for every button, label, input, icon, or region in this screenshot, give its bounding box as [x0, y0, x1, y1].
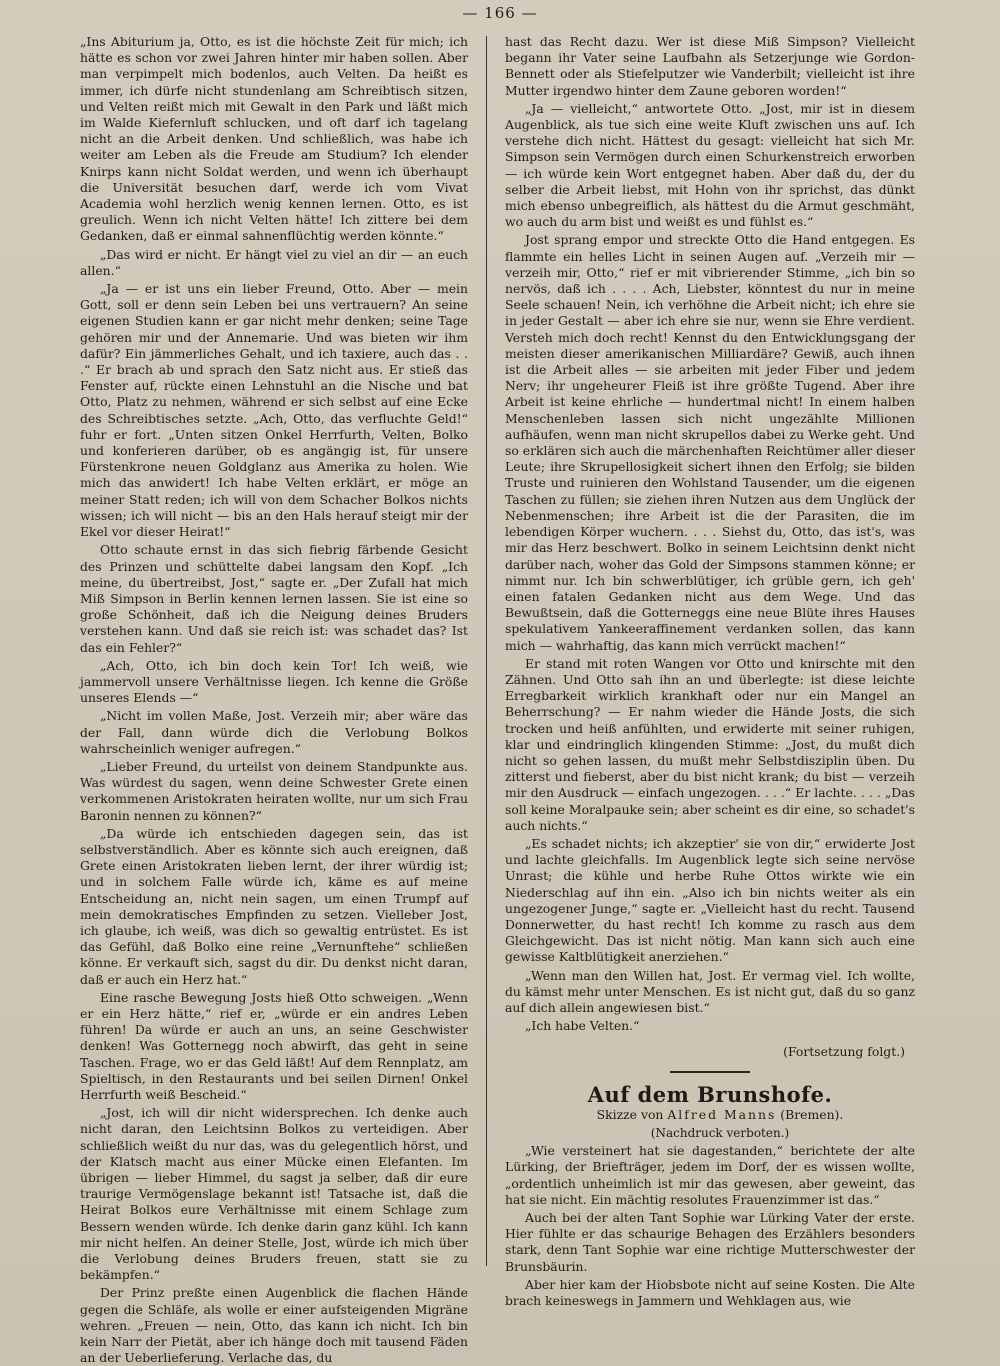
paragraph: Aber hier kam der Hiobsbote nicht auf seine Kosten. Die Alte brach keineswegs in Jammern und Wehklagen aus, wie — [505, 1276, 915, 1309]
continued-note: (Fortsetzung folgt.) — [783, 1044, 905, 1060]
page-number: — 166 — — [462, 4, 538, 22]
paragraph: „Ja — er ist uns ein lieber Freund, Otto. Aber — mein Gott, soll er denn sein Leben bei uns vertrauern? An seine eigenen Studien kann er gar nicht mehr denken; seine Tage gehören mir und der Annemarie. Und was bieten wir ihm dafür? Ein jämmerliches Gehalt, und ich taxiere, auch das . . .“ Er brach ab und sprach den Satz nicht aus. Er stieß das Fenster auf, rückte einen Lehnstuhl an die Nische und bat Otto, Platz zu nehmen, während er sich selbst auf eine Ecke des Schreibtisches setzte. „Ach, Otto, das verfluchte Geld!“ fuhr er fort. „Unten sitzen Onkel Herrfurth, Velten, Bolko und konferieren darüber, ob es angängig ist, für unsere Fürstenkrone neuen Goldglanz aus Amerika zu holen. Wie mich das anwidert! Ich habe Velten erklärt, er möge an meiner Statt reden; ich will von dem Schacher Bolkos nichts wissen; ich will nicht — bis an den Hals herauf steigt mir der Ekel vor dieser Heirat!“ — [80, 281, 468, 540]
byline-suffix: (Bremen). — [776, 1106, 844, 1122]
paragraph: „Ja — vielleicht,“ antwortete Otto. „Jost, mir ist in diesem Augenblick, als tue sich eine weite Kluft zwischen uns auf. Ich verstehe dich nicht. Hättest du gesagt: vielleicht hat sich Mr. Simpson sein Vermögen durch einen Schurkenstreich erworben — ich würde kein Wort entgegnet haben. Aber daß du, der du selber die Arbeit liebst, mit Hohn von ihr sprichst, das dünkt mich ebenso unbegreiflich, als hättest du die Armut geschmäht, wo auch du arm bist und weißt es und fühlst es.“ — [505, 100, 915, 230]
paragraph: Auch bei der alten Tant Sophie war Lürking Vater der erste. Hier fühlte er das schaurige Behagen des Erzählers besonders stark, denn Tant Sophie war eine richtige Mutterschwester der Brunsbäurin. — [505, 1210, 915, 1274]
paragraph: „Ich habe Velten.“ — [525, 1018, 640, 1034]
paragraph: „Es schadet nichts; ich akzeptier' sie von dir,“ erwiderte Jost und lachte gleichfalls. Im Augenblick legte sich seine nervöse Unrast; die kühle und herbe Ruhe Ottos wirkte wie ein Niederschlag auf ihn ein. „Also ich bin nichts weiter als ein ungezogener Junge,“ sagte er. „Vielleicht hast du recht. Tausend Donnerwetter, du hast recht! Ich komme zu rasch aus dem Gleichgewicht. Das ist nicht nötig. Man kann sich auch eine gewisse Kaltblütigkeit anerziehen.“ — [505, 835, 915, 965]
paragraph: „Jost, ich will dir nicht widersprechen. Ich denke auch nicht daran, den Leichtsinn Bolkos zu verteidigen. Aber schließlich weißt du nur das, was du gelegentlich hörst, und der Klatsch macht aus einer Mücke einen Elefanten. Im übrigen — lieber Himmel, du sagst ja selber, daß dir eure traurige Vermögenslage bekannt ist! Tatsache ist, daß die Heirat Bolkos eure Verhältnisse mit einem Schlage zum Bessern wenden würde. Ich denke darin ganz kühl. Ich kann mir nicht helfen. An deiner Stelle, Jost, würde ich mich über die Verlobung deines Bruders freuen, statt sie zu bekämpfen.“ — [80, 1105, 468, 1283]
paragraph: „Wie versteinert hat sie dagestanden,“ berichtete der alte Lürking, der Briefträger, jedem im Dorf, der es wissen wollte, „ordentlich unheimlich ist mir das gewesen, aber geweint, das hat sie nicht. Ein mächtig resolutes Frauenzimmer ist das.“ — [505, 1143, 915, 1207]
paragraph: „Wenn man den Willen hat, Jost. Er vermag viel. Ich wollte, du kämst mehr unter Menschen. Es ist nicht gut, daß du so ganz auf dich allein angewiesen bist.“ — [505, 967, 915, 1015]
paragraph: „Da würde ich entschieden dagegen sein, das ist selbstverständlich. Aber es könnte sich auch ereignen, daß Grete einen Aristokraten lieben lernt, der ihrer würdig ist; und in solchem Falle würde ich, käme es auf meine Entscheidung an, nicht nein sagen, um einen Trumpf auf mein demokratisches Empfinden zu setzen. Vielleber Jost, ich glaube, ich weiß, was dich so gewaltig entrüstet. Es ist das Gefühl, daß Bolko eine reine „Vernunftehe“ schließen könne. Er verkauft sich, sagst du dir. Du denkst nicht daran, daß er auch ein Herz hat.“ — [80, 825, 468, 987]
paragraph: „Ach, Otto, ich bin doch kein Tor! Ich weiß, wie jammervoll unsere Verhältnisse liegen. Ich kenne die Größe unseres Elends —“ — [80, 657, 468, 706]
paragraph: „Lieber Freund, du urteilst von deinem Standpunkte aus. Was würdest du sagen, wenn deine Schwester Grete einen verkommenen Aristokraten heiraten wollte, nur um sich Frau Baronin nennen zu können?“ — [80, 758, 468, 823]
paragraph: Eine rasche Bewegung Josts hieß Otto schweigen. „Wenn er ein Herz hätte,“ rief er, „würde er ein andres Leben führen! Da würde er auch an uns, an seine Geschwister denken! Was Gotternegg noch abwirft, das geht in seine Taschen. Frage, wo er das Geld läßt! Auf dem Rennplatz, am Spieltisch, in den Restaurants und bei seilen Dirnen! Onkel Herrfurth weiß Bescheid.“ — [80, 989, 468, 1102]
paragraph: „Ins Abiturium ja, Otto, es ist die höchste Zeit für mich; ich hätte es schon vor zwei Jahren hinter mir haben sollen. Aber man verpimpelt mich bodenlos, auch Velten. Da heißt es immer, ich dürfe nicht stundenlang am Schreibtisch sitzen, und Velten reißt mich mit Gewalt in den Park und läßt mich im Walde Kiefernluft schlucken, und oft darf ich tagelang nicht an die Arbeit denken. Und schließlich, was habe ich weiter am Leben als die Freude am Studium? Ich elender Knirps kann nicht Soldat werden, und wenn ich überhaupt die Universität besuchen darf, werde ich vom Vivat Academia wohl herzlich wenig kennen lernen. Otto, es ist greulich. Wenn ich nicht Velten hätte! Ich zittere bei dem Gedanken, daß er einmal sahnenflüchtig werden könnte.“ — [80, 34, 468, 244]
right-column — [505, 34, 915, 1309]
paragraph: hast das Recht dazu. Wer ist diese Miß Simpson? Vielleicht begann ihr Vater seine Laufbahn als Setzerjunge wie Gordon-Bennett oder als Stiefelputzer wie Vanderbilt; vielleicht ist ihre Mutter irgendwo hinter dem Zaune geboren worden!“ — [505, 34, 915, 98]
reprint-notice: (Nachdruck verboten.) — [650, 1126, 790, 1140]
story-byline — [505, 1107, 915, 1123]
byline-prefix: Skizze von — [596, 1106, 668, 1122]
section-rule — [670, 1071, 750, 1073]
story-title: Auf dem Brunshofe. — [587, 1081, 833, 1107]
paragraph: Jost sprang empor und streckte Otto die Hand entgegen. Es flammte ein helles Licht in seinen Augen auf. „Verzeih mir — verzeih mir, Otto,“ rief er mit vibrierender Stimme, „ich bin so nervös, daß ich . . . . Ach, Liebster, könntest du nur in meine Seele schauen! Nein, ich verhöhne die Arbeit nicht; ich ehre sie in jeder Gestalt — aber ich ehre sie nur, wenn sie Ehre verdient. Versteh mich doch recht! Kennst du den Entwicklungsgang der meisten dieser amerikanischen Milliardäre? Gewiß, auch ihnen ist die Arbeit alles — sie arbeiten mit jeder Fiber und jedem Nerv; ihr ungeheurer Fleiß ist ihre größte Tugend. Aber ihre Arbeit ist keine ehrliche — hundertmal nicht! In einem halben Menschenleben lassen sich nicht ungezählte Millionen aufhäufen, wenn man nicht skrupellos dabei zu Werke geht. Und so erklären sich auch die märchenhaften Reichtümer aller dieser Leute; ihre Skrupellosigkeit sichert ihnen den Erfolg; sie bilden Truste und ruinieren den Wohlstand Tausender, um die eigenen Taschen zu füllen; sie ziehen ihren Nutzen aus dem Unglück der Nebenmenschen; ihre Arbeit ist die der Parasiten, die im lebendigen Körper wuchern. . . . Siehst du, Otto, das ist's, was mir das Herz beschwert. Bolko in seinem Leichtsinn denkt nicht darüber nach, woher das Gold der Simpsons stammen könne; er nimmt nur. Ich bin schwerblütiger, ich grüble gern, ich geh' einen fatalen Gedanken nicht aus dem Wege. Und das Bewußtsein, daß die Gotterneggs eine neue Blüte ihres Hauses spekulativem Yankeeraffinement verdanken sollen, das kann mich — wahrhaftig, das kann mich verrückt machen!“ — [505, 232, 915, 653]
left-column — [80, 34, 468, 1366]
column-divider — [486, 36, 487, 1266]
paragraph: Er stand mit roten Wangen vor Otto und knirschte mit den Zähnen. Und Otto sah ihn an und überlegte: ist diese leichte Erregbarkeit wirklich krankhaft oder nur ein Mangel an Beherrschung? — Er nahm wieder die Hände Josts, die sich trocken und heiß anfühlten, und erwiderte mit seiner ruhigen, klar und eindringlich klingenden Stimme: „Jost, du mußt dich nicht so gehen lassen, du mußt mehr Selbstdisziplin üben. Du zitterst und fieberst, aber du bist nicht krank; du bist — verzeih mir den Ausdruck — einfach ungezogen. . . .“ Er lachte. . . . „Das soll keine Moralpauke sein; aber scheint es dir eine, so schadet's auch nichts.“ — [505, 655, 915, 833]
paragraph: „Nicht im vollen Maße, Jost. Verzeih mir; aber wäre das der Fall, dann würde dich die Verlobung Bolkos wahrscheinlich weniger aufregen.“ — [80, 708, 468, 756]
paragraph: „Das wird er nicht. Er hängt viel zu viel an dir — an euch allen.“ — [80, 246, 468, 278]
paragraph: Der Prinz preßte einen Augenblick die flachen Hände gegen die Schläfe, als wolle er einer aufsteigenden Migräne wehren. „Freuen — nein, Otto, das kann ich nicht. Ich bin kein Narr der Pietät, aber ich hänge doch mit tausend Fäden an der Ueberlieferung. Verlache das, du — [80, 1285, 468, 1366]
story-author: Alfred Manns — [667, 1106, 777, 1122]
paragraph: Otto schaute ernst in das sich fiebrig färbende Gesicht des Prinzen und schüttelte dabei langsam den Kopf. „Ich meine, du übertreibst, Jost,“ sagte er. „Der Zufall hat mich Miß Simpson in Berlin kennen lernen lassen. Sie ist eine so große Schönheit, daß ich die Neigung deines Bruders verstehen kann. Und daß sie reich ist: was schadet das? Ist das ein Fehler?“ — [80, 542, 468, 655]
